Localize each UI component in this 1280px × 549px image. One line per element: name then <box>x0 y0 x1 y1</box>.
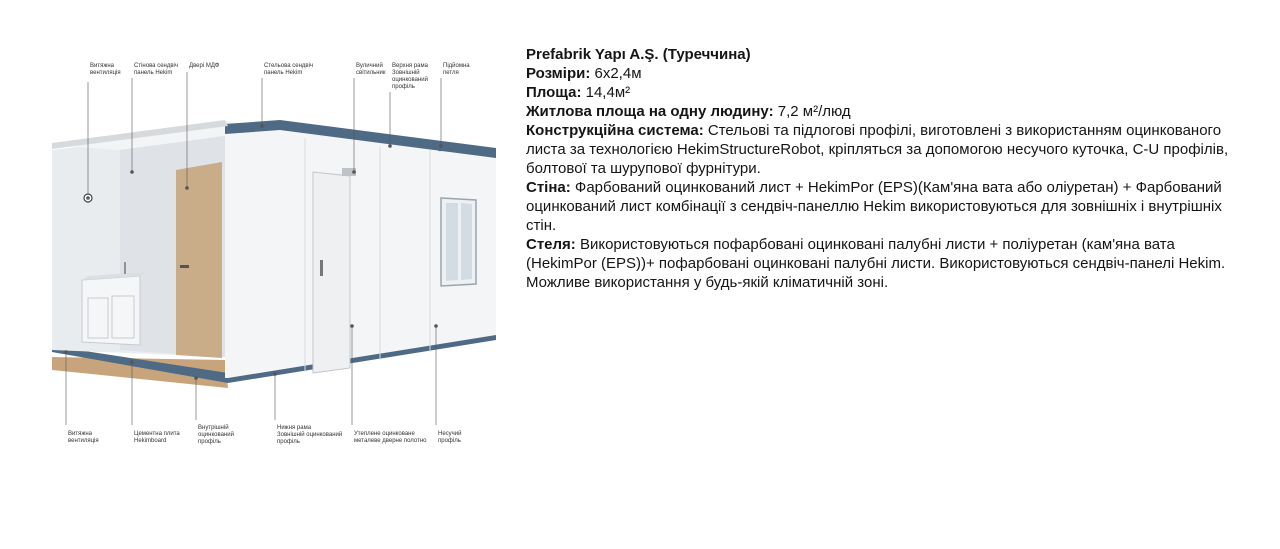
label-ceiling-sandwich-panel: Стельова сендвіч панель Hekim <box>264 63 314 76</box>
label-street-lamp: Вуличний світильник <box>356 63 386 76</box>
door-handle <box>180 265 189 268</box>
exterior-door-handle <box>320 260 323 276</box>
label-inner-profile: Внутрішній оцинкований профіль <box>198 425 234 445</box>
area-line: Площа: 14,4м² <box>526 84 631 101</box>
label-lifting-loop: Підйомна петля <box>443 63 470 76</box>
label-insulated-door-leaf: Утеплене оцинковане металеве дверне полотно <box>354 431 427 444</box>
structure-line: Конструкційна система: Стельові та підлогові профілі, виготовлені з використанням оцинкованого листа за технологією HekimStructureRobot, кріпляться за допомогою несучого куточка, C-U профілів, болтової та шурупової фурнітури. <box>526 122 1229 177</box>
ceiling-line: Стеля: Використовуються пофарбовані оцинковані палубні листи + поліуретан (кам'яна вата (HekimPor (EPS))+ пофарбовані оцинковані палубні листи. Використовуються сендвіч-панелі Hekim. <box>526 236 1226 272</box>
specification-text <box>526 45 1246 292</box>
sink-cabinet <box>82 276 140 345</box>
label-bottom-frame: Нижня рама Зовнішній оцинкований профіль <box>277 425 343 445</box>
wall-line: Стіна: Фарбований оцинкований лист + HekimPor (EPS)(Кам'яна вата або оліуретан) + Фарбований оцинкований лист комбінації з сендвіч-панеллю Hekim використовуються для зовнішніх і внутрішніх стін. <box>526 179 1222 234</box>
container-diagram <box>0 0 520 549</box>
container-illustration <box>0 0 520 549</box>
exterior-door <box>313 172 350 373</box>
climate-line: Можливе використання у будь-якій кліматичній зоні. <box>526 274 889 291</box>
label-top-frame: Верхня рама Зовнішній оцинкований профіль <box>392 63 428 90</box>
label-exhaust-ventilation-top: Витяжна вентиляція <box>90 63 121 76</box>
label-mdf-door: Двері МДФ <box>189 63 220 69</box>
mdf-door <box>176 162 222 358</box>
living-area-line: Житлова площа на одну людину: 7,2 м²/люд <box>526 103 851 120</box>
label-cement-board: Цементна плита Hekimboard <box>134 431 180 444</box>
label-wall-sandwich-panel: Стінова сендвіч панель Hekim <box>134 63 178 76</box>
label-exhaust-ventilation-bottom: Витяжна вентиляція <box>68 431 99 444</box>
manufacturer-heading: Prefabrik Yapı A.Ş. (Туреччина) <box>526 46 751 63</box>
label-bearing-profile: Несучий профіль <box>438 431 462 444</box>
size-line: Розміри: 6х2,4м <box>526 65 642 82</box>
